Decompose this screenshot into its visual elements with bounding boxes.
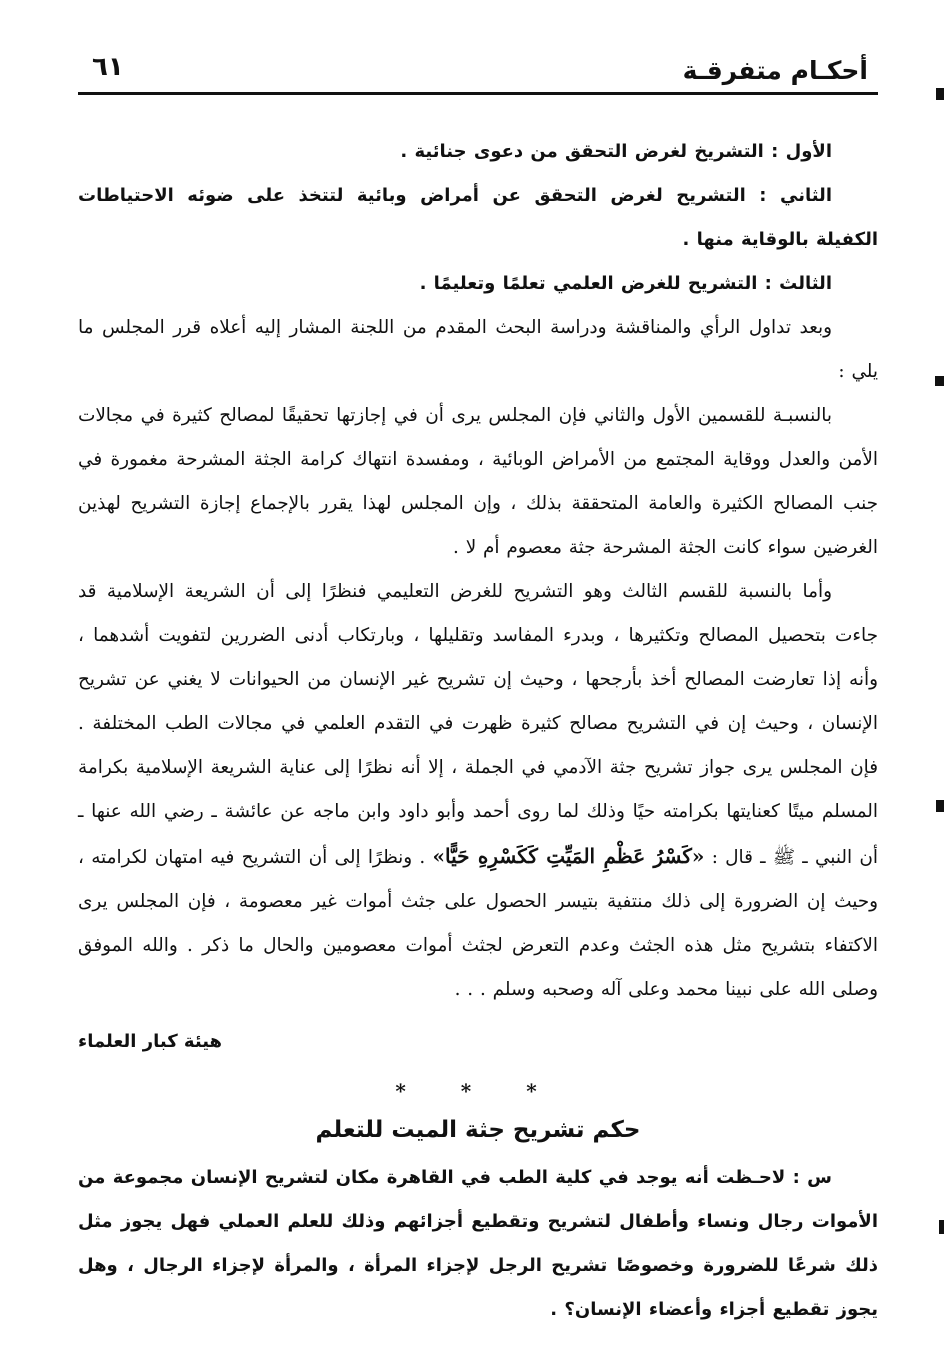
item-first [78,130,878,174]
scan-edge-mark [939,1220,944,1234]
hadith-quote: «كَسْرُ عَظْمِ المَيِّتِ كَكَسْرِهِ حَيًّا» [432,844,705,868]
running-title: أحكـام متفرقـة [682,56,868,85]
item-first-text: التشريخ لغرض التحقق من دعوى جنائية . [400,141,764,162]
page-number: ٦١ [92,52,124,82]
item-second-label: الثاني : [759,185,832,206]
decision-paragraph-one: بالنسبـة للقسمين الأول والثاني فإن المجلس يرى أن في إجازتها تحقيقًا لمصالح كثيرة في مجالات الأمن والعدل ووقاية المجتمع من الأمراض الوبائية ، ومفسدة انتهاك كرامة الجثة المشرحة مغمورة في جنب المصالح الكثيرة والعامة المتحققة بذلك ، وإن المجلس لهذا يقرر بالإجماع إجازة التشريح لهذين الغرضين سواء كانت الجثة المشرحة جثة معصوم أم لا . [78,405,878,558]
question-paragraph: س : لاحـظت أنه يوجد في كلية الطب في القاهرة مكان لتشريح الإنسان مجموعة من الأموات رجال ونساء وأطفال لتشريح وتقطيع أجزائهم وذلك للعلم العملي فهل يجوز مثل ذلك شرعًا للضرورة وخصوصًا تشريح الرجل لإجزاء المرأة ، والمرأة لإجزاء الرجال ، وهل يجوز تقطيع أجزاء وأعضاء الإنسان؟ . [78,1167,878,1320]
section-separator: * * * [395,1079,561,1103]
item-second-text: التشريح لغرض التحقق عن أمراض وبائية لتتخذ على ضوئه الاحتياطات الكفيلة بالوقاية منها . [78,185,878,250]
page-header [78,50,878,95]
scan-edge-mark [935,376,944,386]
item-third [78,262,878,306]
book-page [78,50,878,1350]
page-content [78,130,878,1332]
section-title: حكم تشريح جثة الميت للتعلم [315,1117,641,1143]
decision-two-after-hadith: . ونظرًا إلى أن التشريح فيه امتهان لكرامته ، وحيث إن الضرورة إلى ذلك منتفية بتيسر الحصول على جثث أموات غير معصومة ، فإن المجلس يرى الاكتفاء بتشريح مثل هذه الجثث وعدم التعرض لجثث أموات معصومين والحال ما ذكر . والله الموفق وصلى الله على نبينا محمد وعلى آله وصحبه وسلم . . . [78,847,878,1000]
signature: هيئة كبار العلماء [78,1031,223,1052]
decision-paragraph-two [78,570,878,1012]
item-third-label: الثالث : [764,273,832,294]
item-third-text: التشريح للغرض العلمي تعلمًا وتعليمًا . [419,273,758,294]
item-second [78,174,878,262]
decision-two-before-hadith: وأما بالنسبة للقسم الثالث وهو التشريح للغرض التعليمي فنظرًا إلى أن الشريعة الإسلامية قد جاءت بتحصيل المصالح وتكثيرها ، وبدرء المفاسد وتقليلها ، وبارتكاب أدنى الضررين لتفويت أشدهما ، وأنه إذا تعارضت المصالح أخذ بأرجحها ، وحيث إن تشريح غير الإنسان من الحيوانات لا يغني عن تشريح الإنسان ، وحيث إن في التشريح مصالح كثيرة ظهرت في التقدم العلمي في مجالات الطب المختلفة . فإن المجلس يرى جواز تشريح جثة الآدمي في الجملة ، إلا أنه نظرًا إلى عناية الشريعة الإسلامية بكرامة المسلم ميتًا كعنايتها بكرامته حيًا وذلك لما روى أحمد وأبو داود وابن ماجه عن عائشة ـ رضي الله عنها ـ أن النبي ـ ﷺ ـ قال : [78,581,878,868]
scan-edge-mark [936,800,944,812]
item-first-label: الأول : [771,141,832,162]
scan-edge-mark [936,88,944,100]
intro-paragraph: وبعد تداول الرأي والمناقشة ودراسة البحث المقدم من اللجنة المشار إليه أعلاه قرر المجلس ما يلي : [78,317,878,382]
